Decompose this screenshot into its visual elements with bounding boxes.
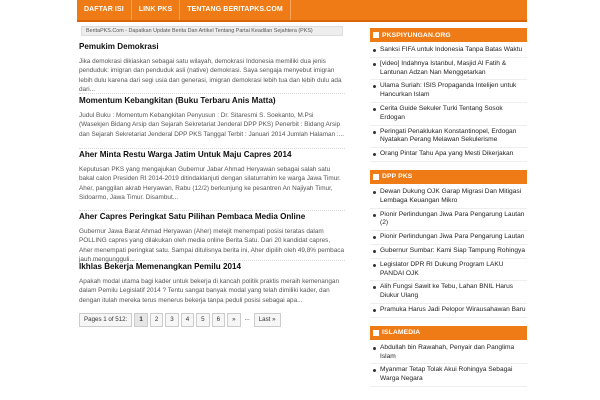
square-bullet-icon <box>373 32 379 38</box>
widget-link[interactable]: Myanmar Tetap Tolak Akui Rohingya Sebagai Warga Negara <box>370 364 527 387</box>
widget-title: DPP PKS <box>382 173 413 181</box>
widget-link[interactable]: Gubernur Sumbar: Kami Siap Tampung Rohingya <box>370 245 527 259</box>
sidebar <box>370 28 527 395</box>
post-excerpt: Gubernur Jawa Barat Ahmad Heryawan (Aher) melejit menempati posisi teratas dalam POLLING capres yang dilakukan oleh media online Berita Satu. Dari 20 kandidat capres, Aher menempati peringkat satu. Sampai ditulisnya berita ini, Aher dipilih oleh 49,8% pembaca jauh mengungguli... <box>79 228 345 263</box>
post-title[interactable]: Ikhlas Bekerja Memenangkan Pemilu 2014 <box>79 262 241 271</box>
post-excerpt: Apakah modal utama bagi kader untuk bekerja di kancah politik praktis meraih kemenangan dalam Pemilu Legislatif 2014 ? Tentu sangat banyak modal yang telah dimiliki kader, dan dengan itulah mereka terus menerus bekerja tanpa peduli posisi sebagai apa... <box>79 278 340 304</box>
post-item <box>79 254 345 305</box>
post-divider <box>79 210 345 211</box>
post-excerpt: Keputusan PKS yang mengajukan Gubernur Jabar Ahmad Heryawan sebagai salah satu bakal calon Presiden RI 2014-2019 ditindaklanjuti dengan silaturrahim ke warga Jawa Timur. Aher, panggilan akrab Heryawan, Rabu (12/2) berkunjung ke pesantren An Najiyah Timur, Sidoarmo, Jawa Timur. Disambut... <box>79 166 341 201</box>
nav-tentang[interactable]: TENTANG BERITAPKS.COM <box>180 0 291 20</box>
page-link[interactable]: 4 <box>181 313 194 327</box>
page-link[interactable]: 3 <box>165 313 178 327</box>
page-link[interactable]: 5 <box>196 313 209 327</box>
widget-link[interactable]: Pionir Perlindungan Jiwa Para Pengarung Lautan (2) <box>370 209 527 232</box>
pagination-ellipsis: ... <box>244 315 250 322</box>
main-content <box>79 38 345 305</box>
breadcrumb: BeritaPKS.Com - Dapatkan Update Berita Dan Artikel Tentang Partai Keadilan Sejahtera (PKS) <box>81 26 343 36</box>
page-link[interactable]: 2 <box>150 313 163 327</box>
widget-link[interactable]: Pramuka Harus Jadi Pelopor Wirausahawan Baru <box>370 304 527 318</box>
widget-header <box>370 170 527 184</box>
pagination <box>79 313 283 327</box>
post-excerpt: Judul Buku : Momentum Kebangkitan Penyusun : Dr. Sitaresmi S. Soekanto, M.Psi (Wasekjen Bidang Arsip dan Sejarah Sekretariat Jenderal DPP PKS) Penerbit : Bidang Arsip dan Sejarah Sekretariat Jenderal DPP PKS Tanggal Terbit : Januari 2014 Jumlah Halaman :... <box>79 112 345 138</box>
pagination-label: Pages 1 of 512: <box>79 313 132 327</box>
widget-link[interactable]: Ulama Suriah: ISIS Propaganda Intelijen untuk Hancurkan Islam <box>370 80 527 103</box>
square-bullet-icon <box>373 174 379 180</box>
post-item <box>79 204 345 263</box>
nav-menu <box>77 0 527 20</box>
widget-link[interactable]: [video] Indahnya Istanbul, Masjid Al Fatih & Lantunan Adzan Nan Menggetarkan <box>370 58 527 81</box>
top-navbar <box>77 0 527 22</box>
widget-link[interactable]: Dewan Dukung OJK Garap Migrasi Dan Mitigasi Lembaga Keuangan Mikro <box>370 186 527 209</box>
widget-link[interactable]: Abdullah bin Rawahah, Penyair dan Panglima Islam <box>370 342 527 365</box>
widget-header <box>370 326 527 340</box>
widget-link[interactable]: Alih Fungsi Sawit ke Tebu, Lahan BNIL Harus Diukur Ulang <box>370 281 527 304</box>
widget-link[interactable]: Orang Pintar Tahu Apa yang Mesti Dikerjakan <box>370 148 527 162</box>
widget-pkspiyungan <box>370 28 527 162</box>
widget-header <box>370 28 527 42</box>
post-title[interactable]: Aher Capres Peringkat Satu Pilihan Pembaca Media Online <box>79 212 306 221</box>
widget-link[interactable]: Sanksi FIFA untuk Indonesia Tanpa Batas Waktu <box>370 44 527 58</box>
square-bullet-icon <box>373 330 379 336</box>
widget-link[interactable]: Cerita Guide Sekuler Turki Tentang Sosok Erdogan <box>370 103 527 126</box>
post-item <box>79 38 345 93</box>
post-excerpt: Jika demokrasi dikiaskan sebagai satu wilayah, demokrasi Indonesia memiliki dua jenis penduduk: imigran dan penduduk asli (native) demokrasi. Saya sengaja menyebut imigran lebih dulu karena dari segi usia dan generasi, imigran demokrasi lebih tua dan lebih dulu ada dari... <box>79 58 342 93</box>
post-item <box>79 142 345 204</box>
widget-link[interactable]: Peringati Penaklukan Konstantinopel, Erdogan Nyatakan Perang Melawan Sekulerisme <box>370 126 527 149</box>
widget-title: PKSPIYUNGAN.ORG <box>382 31 451 39</box>
widget-dpp-pks <box>370 170 527 318</box>
post-title[interactable]: Momentum Kebangkitan (Buku Terbaru Anis Matta) <box>79 96 276 105</box>
post-divider <box>79 148 345 149</box>
nav-link-pks[interactable]: LINK PKS <box>132 0 180 20</box>
post-divider <box>79 93 345 94</box>
widget-link[interactable]: Legislator DPR RI Dukung Program LAKU PANDAI OJK <box>370 259 527 282</box>
post-title[interactable]: Aher Minta Restu Warga Jatim Untuk Maju Capres 2014 <box>79 150 292 159</box>
post-item <box>79 87 345 142</box>
widget-islamedia <box>370 326 527 387</box>
next-page-link[interactable]: » <box>227 313 240 327</box>
last-page-link[interactable]: Last » <box>254 313 281 327</box>
widget-title: ISLAMEDIA <box>382 329 421 337</box>
widget-link[interactable]: Pionir Perlindungan Jiwa Para Pengarung Lautan <box>370 231 527 245</box>
post-title[interactable]: Pemukim Demokrasi <box>79 42 159 51</box>
page-link-current: 1 <box>134 313 147 327</box>
nav-daftar-isi[interactable]: DAFTAR ISI <box>77 0 132 20</box>
page-link[interactable]: 6 <box>212 313 225 327</box>
